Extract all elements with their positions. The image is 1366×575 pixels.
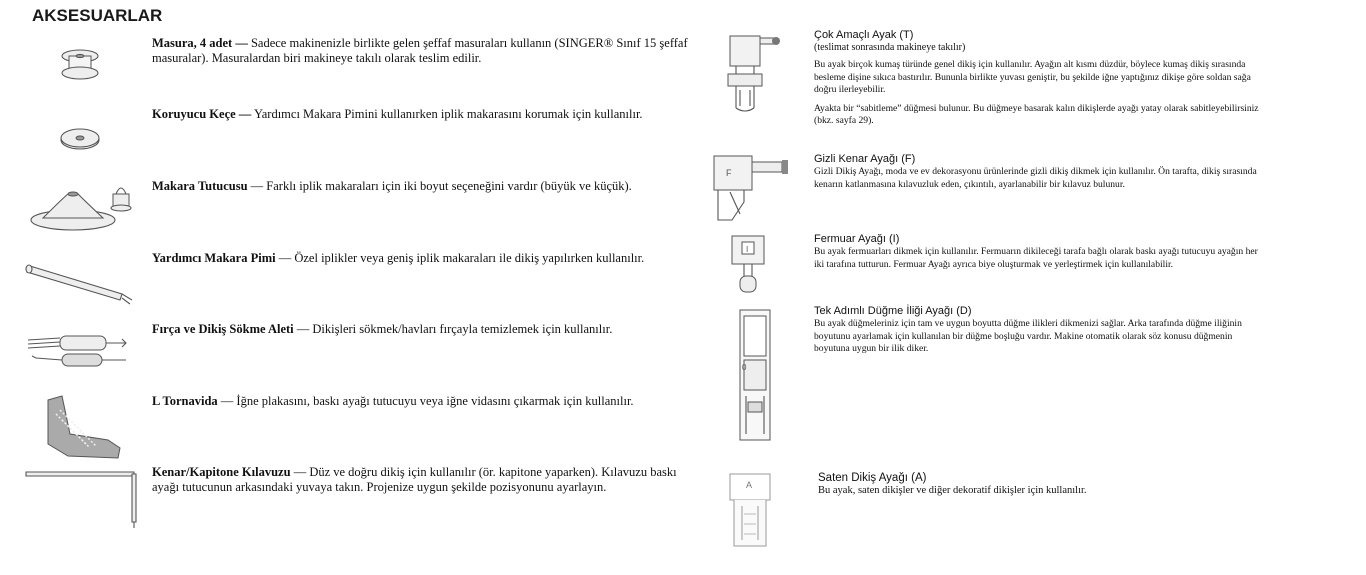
satin-foot-icon — [726, 470, 776, 552]
item-text: Bu ayak, saten dikişler ve diğer dekoratif dikişler için kullanılır. — [818, 485, 1087, 496]
item-title: Makara Tutucusu — [152, 179, 248, 193]
item-title: Gizli Kenar Ayağı (F) — [814, 153, 916, 165]
list-item — [152, 36, 692, 66]
item-text: — İğne plakasını, baskı ayağı tutucuyu veya iğne vidasını çıkarmak için kullanılır. — [217, 394, 634, 408]
item-title: Fermuar Ayağı (I) — [814, 233, 900, 245]
item-text: Sadece makinenizle birlikte gelen şeffaf masuraları kullanın (SINGER® Sınıf 15 şeffaf masuralar). Masuralardan biri makineye takılı olarak teslim edilir. — [152, 36, 688, 65]
buttonhole-foot-icon — [732, 306, 778, 444]
list-item — [814, 233, 1264, 271]
item-text: Bu ayak birçok kumaş türünde genel dikiş için kullanılır. Ayağın alt kısmı düzdür, böylece kumaş dikiş sırasında besleme dişine sıkıca bastırılır. Bununla birlikte yuvası geniştir, bu şekilde iğne yaptığınız dikişe göre soldan sağa doğru ilerleyebilir. — [814, 59, 1251, 95]
blind-hem-foot-icon — [710, 152, 792, 226]
zipper-foot-icon — [726, 232, 772, 300]
item-text: Yardımcı Makara Pimini kullanırken iplik makarasını korumak için kullanılır. — [251, 107, 643, 121]
item-title: Saten Dikiş Ayağı (A) — [818, 472, 927, 484]
item-text: Ayakta bir “sabitleme” düğmesi bulunur. Bu düğmeye basarak kalın dikişlerde ayağı yatay olarak sabitleyebilirsiniz (bkz. sayfa 29). — [814, 102, 1259, 126]
all-purpose-foot-icon — [722, 30, 784, 114]
item-text: — Farklı iplik makaraları için iki boyut seçeneğini vardır (büyük ve küçük). — [247, 179, 632, 193]
item-text: Bu ayak fermuarları dikmek için kullanılır. Fermuarın dikileceği tarafa bağlı olarak baskı ayağı tutucuyu ayağın her iki tarafına tutturun. Fermuar Ayağı ayrıca biye oluşturmak ve yerleştirmek için kullanılabilir. — [814, 246, 1258, 270]
item-subtitle: (teslimat sonrasında makineye takılır) — [814, 42, 966, 53]
foot-letter: 0 — [742, 363, 747, 372]
item-title: Fırça ve Dikiş Sökme Aleti — [152, 322, 294, 336]
list-item — [152, 251, 692, 266]
item-title: Çok Amaçlı Ayak (T) — [814, 29, 914, 41]
list-item — [818, 472, 1268, 498]
item-text: — Dikişleri sökmek/havları fırçayla temizlemek için kullanılır. — [293, 322, 613, 336]
foot-letter: F — [726, 168, 732, 178]
list-item — [152, 179, 692, 194]
foot-letter: A — [746, 480, 753, 490]
list-item — [814, 29, 1264, 128]
item-title: L Tornavida — [152, 394, 218, 408]
item-text: Bu ayak düğmeleriniz için tam ve uygun boyutta düğme ilikleri dikmenizi sağlar. Arka tarafında düğme iliğinin boyutunu ayarlamak için kullanılan bir düğme boşluğu vardır. Makine otomatik olarak söz konusu düğmenin boyutuna uygun bir ilik diker. — [814, 318, 1242, 354]
item-title: Masura, 4 adet — — [152, 36, 248, 50]
item-title: Kenar/Kapitone Kılavuzu — [152, 465, 291, 479]
page-title: AKSESUARLAR — [32, 6, 163, 25]
list-item — [152, 465, 692, 495]
item-text: Gizli Dikiş Ayağı, moda ve ev dekorasyonu ürünlerinde gizli dikiş dikmek için kullanılır. Ön tarafta, dikiş sırasında kenarın katlanmasına kılavuzluk eden, çıkıntılı, ayarlanabilir bir kılavuz bulunur. — [814, 166, 1257, 190]
item-title: Koruyucu Keçe — — [152, 107, 252, 121]
list-item — [152, 322, 692, 337]
list-item — [152, 107, 692, 122]
item-title: Tek Adımlı Düğme İliği Ayağı (D) — [814, 305, 972, 317]
list-item — [814, 153, 1264, 191]
list-item — [814, 305, 1264, 356]
bobbin-icon — [55, 40, 105, 90]
felt-disc-icon — [55, 118, 105, 158]
item-text: — Özel iplikler veya geniş iplik makaraları ile dikiş yapılırken kullanılır. — [275, 251, 645, 265]
brush-seam-ripper-icon — [26, 330, 136, 378]
spool-cap-icon — [28, 180, 138, 240]
item-title: Yardımcı Makara Pimi — [152, 251, 276, 265]
l-screwdriver-icon — [40, 394, 130, 464]
quilting-guide-icon — [24, 468, 144, 530]
foot-letter: I — [746, 245, 749, 254]
spool-pin-icon — [24, 258, 139, 308]
list-item — [152, 394, 692, 409]
item-text: — Düz ve doğru dikiş için kullanılır (ör. kapitone yaparken). Kılavuzu baskı ayağı tutucunun arkasındaki yuvaya takın. Projenize uygun şekilde pozisyonunu ayarlayın. — [152, 465, 677, 494]
